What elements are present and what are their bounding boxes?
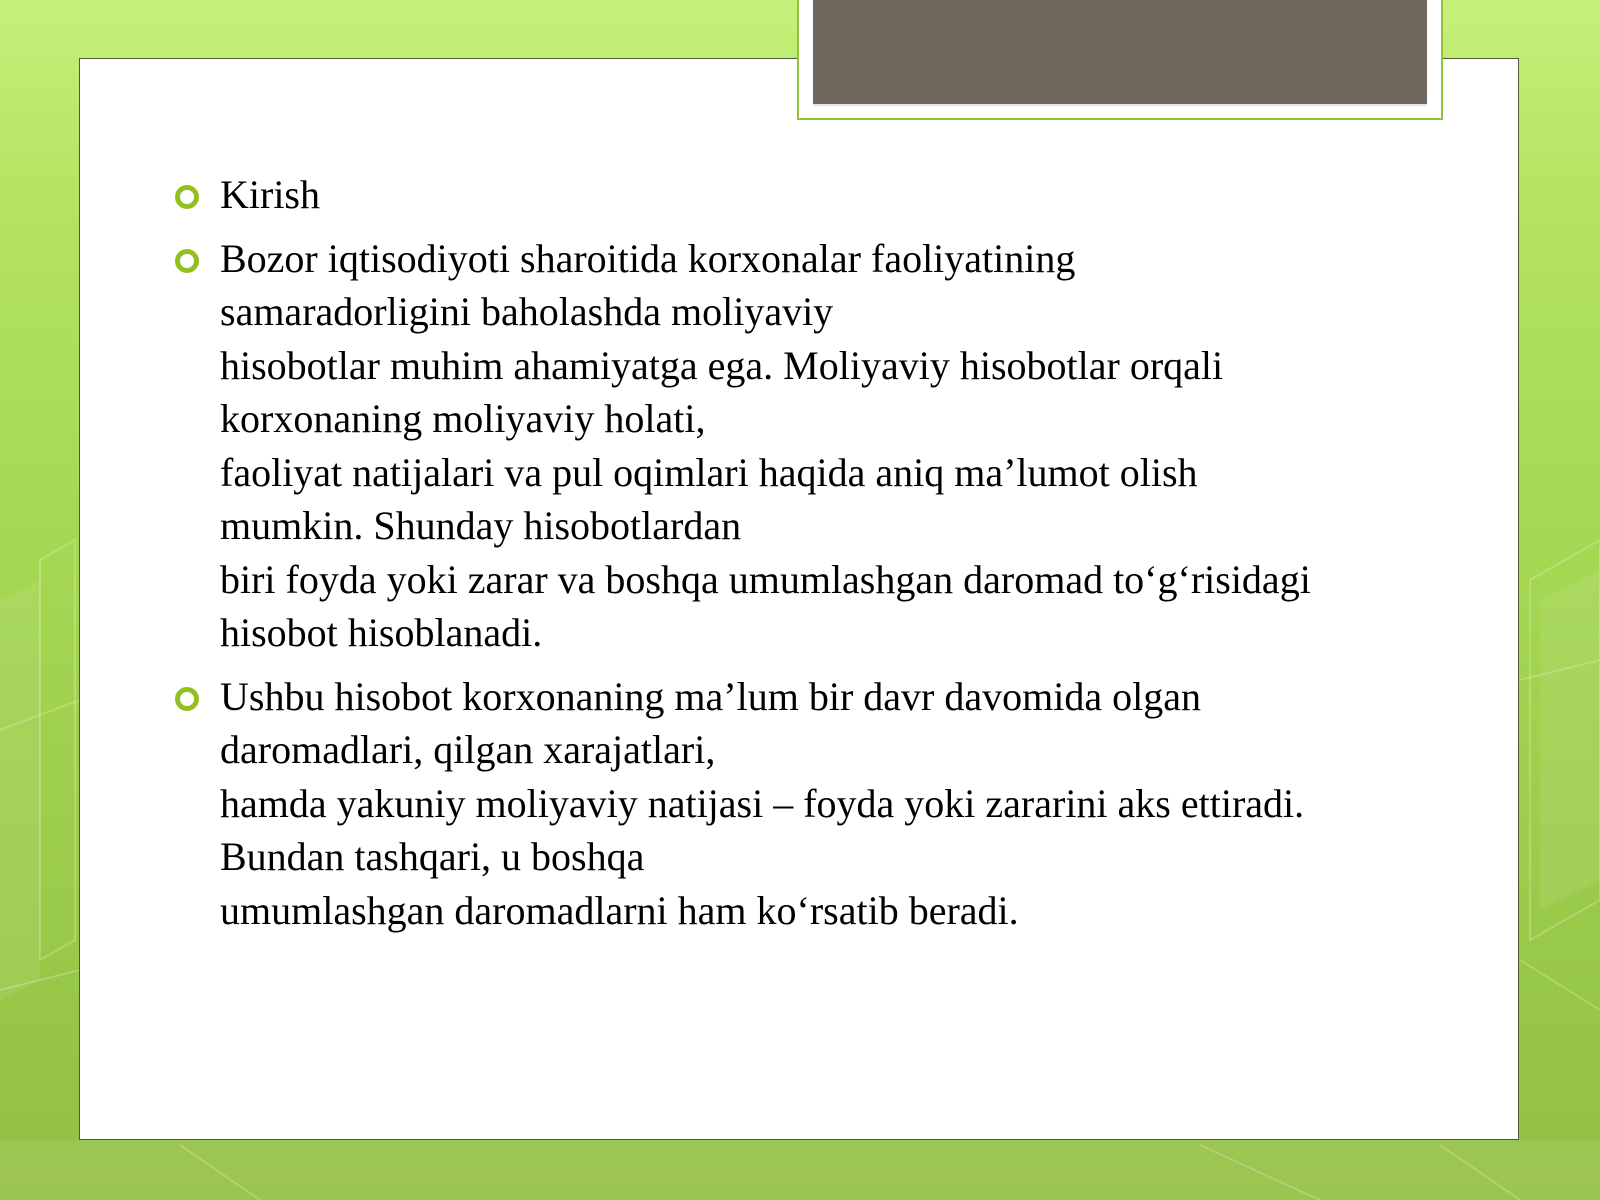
bullet-text-line: Kirish <box>220 172 320 217</box>
bullet-item-report-content <box>220 670 1460 938</box>
bullet-text-line: mumkin. Shunday hisobotlardan <box>220 503 742 548</box>
bullet-text-line: umumlashgan daromadlarni ham ko‘rsatib beradi. <box>220 887 1019 933</box>
bullet-text-line: korxonaning moliyaviy holati, <box>220 396 706 441</box>
bullet-text-line: hisobot hisoblanadi. <box>220 610 543 655</box>
bullet-text-line: Bozor iqtisodiyoti sharoitida korxonalar faoliyatining <box>220 235 1076 281</box>
title-placeholder <box>813 0 1427 106</box>
bullet-text-line: Ushbu hisobot korxonaning ma’lum bir davr davomida olgan <box>220 673 1201 719</box>
bullet-text-line: Bundan tashqari, u boshqa <box>220 834 645 879</box>
bullet-text-line: biri foyda yoki zarar va boshqa umumlashgan daromad to‘g‘risidagi <box>220 556 1311 602</box>
bullet-text-line: hamda yakuniy moliyaviy natijasi – foyda yoki zararini aks ettiradi. <box>220 780 1305 826</box>
ring-bullet-icon <box>175 249 199 273</box>
bullet-item-importance <box>220 232 1460 660</box>
ring-bullet-icon <box>175 185 199 209</box>
bullet-text-line: daromadlari, qilgan xarajatlari, <box>220 727 716 772</box>
ring-bullet-icon <box>175 687 199 711</box>
bullet-text-line: samaradorligini baholashda moliyaviy <box>220 289 834 334</box>
bullet-item-intro <box>220 168 1460 222</box>
bullet-text-line: faoliyat natijalari va pul oqimlari haqida aniq ma’lumot olish <box>220 449 1198 495</box>
bullet-list <box>220 168 1460 947</box>
bullet-text-line: hisobotlar muhim ahamiyatga ega. Moliyaviy hisobotlar orqali <box>220 342 1224 388</box>
